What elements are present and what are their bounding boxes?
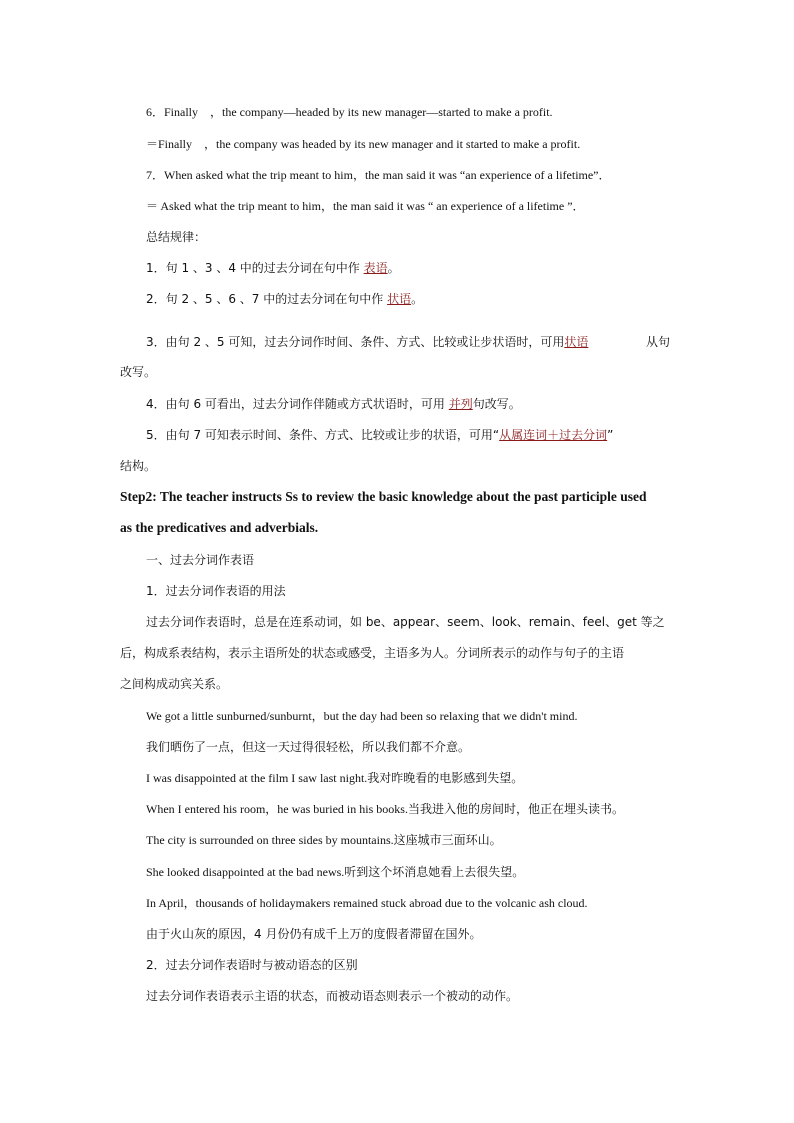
- rule-4-text: 4．由句 6 可看出，过去分词作伴随或方式状语时，可用: [146, 397, 449, 411]
- rule-1-text: 1．句 1 、3 、4 中的过去分词在句中作: [146, 261, 364, 275]
- example-6-rewrite: ＝Finally ，the company was headed by its new manager and it started to make a profit.: [146, 137, 581, 151]
- rule-4: [146, 396, 521, 412]
- example-7: 7．When asked what the trip meant to him，the man said it was “an experience of a lifetime”．: [146, 168, 611, 182]
- summary-heading: 总结规律：: [146, 230, 207, 244]
- rule-3: [146, 334, 588, 350]
- example-translation-6: 由于火山灰的原因，4 月份仍有成千上万的度假者滞留在国外。: [146, 927, 482, 941]
- example-sentence-1: We got a little sunburned/sunburnt，but the day had been so relaxing that we didn't mind.: [146, 709, 578, 723]
- step2-heading-line1: Step2: The teacher instructs Ss to review the basic knowledge about the past participle used: [120, 489, 647, 504]
- example-sentence-4: The city is surrounded on three sides by mountains.这座城市三面环山。: [146, 833, 502, 847]
- rule-5-cont: 结构。: [120, 459, 157, 473]
- example-sentence-6: In April，thousands of holidaymakers remained stuck abroad due to the volcanic ash cloud.: [146, 896, 588, 910]
- rule-4-end: 句改写。: [472, 397, 521, 411]
- example-translation-1: 我们晒伤了一点，但这一天过得很轻松，所以我们都不介意。: [146, 740, 471, 754]
- rule-3-text: 3．由句 2 、5 可知，过去分词作时间、条件、方式、比较或让步状语时，可用: [146, 335, 565, 349]
- example-6: 6．Finally ，the company—headed by its new manager—started to make a profit.: [146, 105, 553, 119]
- rule-2: [146, 291, 423, 307]
- paragraph-line-3: 之间构成动宾关系。: [120, 677, 229, 691]
- rule-5-end: ”: [607, 428, 614, 442]
- rule-4-answer: 并列: [448, 397, 473, 411]
- rule-5: [146, 427, 613, 443]
- section-heading: 一、过去分词作表语: [146, 553, 255, 567]
- rule-3-answer: 状语: [564, 335, 589, 349]
- rule-1: [146, 260, 400, 276]
- rule-2-text: 2．句 2 、5 、6 、7 中的过去分词在句中作: [146, 292, 388, 306]
- rule-3-end: 从句: [646, 335, 671, 349]
- paragraph-line-2: 后，构成系表结构，表示主语所处的状态或感受，主语多为人。分词所表示的动作与句子的主语: [120, 646, 625, 660]
- rule-5-answer: 从属连词＋过去分词: [499, 428, 608, 442]
- subsection-2-heading: 2．过去分词作表语时与被动语态的区别: [146, 958, 358, 972]
- rule-3-cont: 改写。: [120, 365, 157, 379]
- rule-5-text: 5．由句 7 可知表示时间、条件、方式、比较或让步的状语，可用“: [146, 428, 500, 442]
- rule-2-answer: 状语: [387, 292, 412, 306]
- paragraph-line-4: 过去分词作表语表示主语的状态，而被动语态则表示一个被动的动作。: [146, 989, 519, 1003]
- rule-1-answer: 表语: [363, 261, 388, 275]
- example-sentence-2: I was disappointed at the film I saw last night.我对昨晚看的电影感到失望。: [146, 771, 524, 785]
- paragraph-line-1: 过去分词作表语时，总是在连系动词，如 be、appear、seem、look、remain、feel、get 等之: [146, 615, 665, 629]
- rule-1-end: 。: [387, 261, 400, 275]
- example-7-rewrite: ＝ Asked what the trip meant to him，the man said it was “ an experience of a lifetime ”．: [146, 199, 585, 213]
- example-sentence-3: When I entered his room，he was buried in his books.当我进入他的房间时，他正在埋头读书。: [146, 802, 624, 816]
- rule-2-end: 。: [411, 292, 424, 306]
- step2-heading-line2: as the predicatives and adverbials.: [120, 520, 319, 535]
- subsection-1-heading: 1．过去分词作表语的用法: [146, 584, 286, 598]
- example-sentence-5: She looked disappointed at the bad news.听到这个坏消息她看上去很失望。: [146, 865, 525, 879]
